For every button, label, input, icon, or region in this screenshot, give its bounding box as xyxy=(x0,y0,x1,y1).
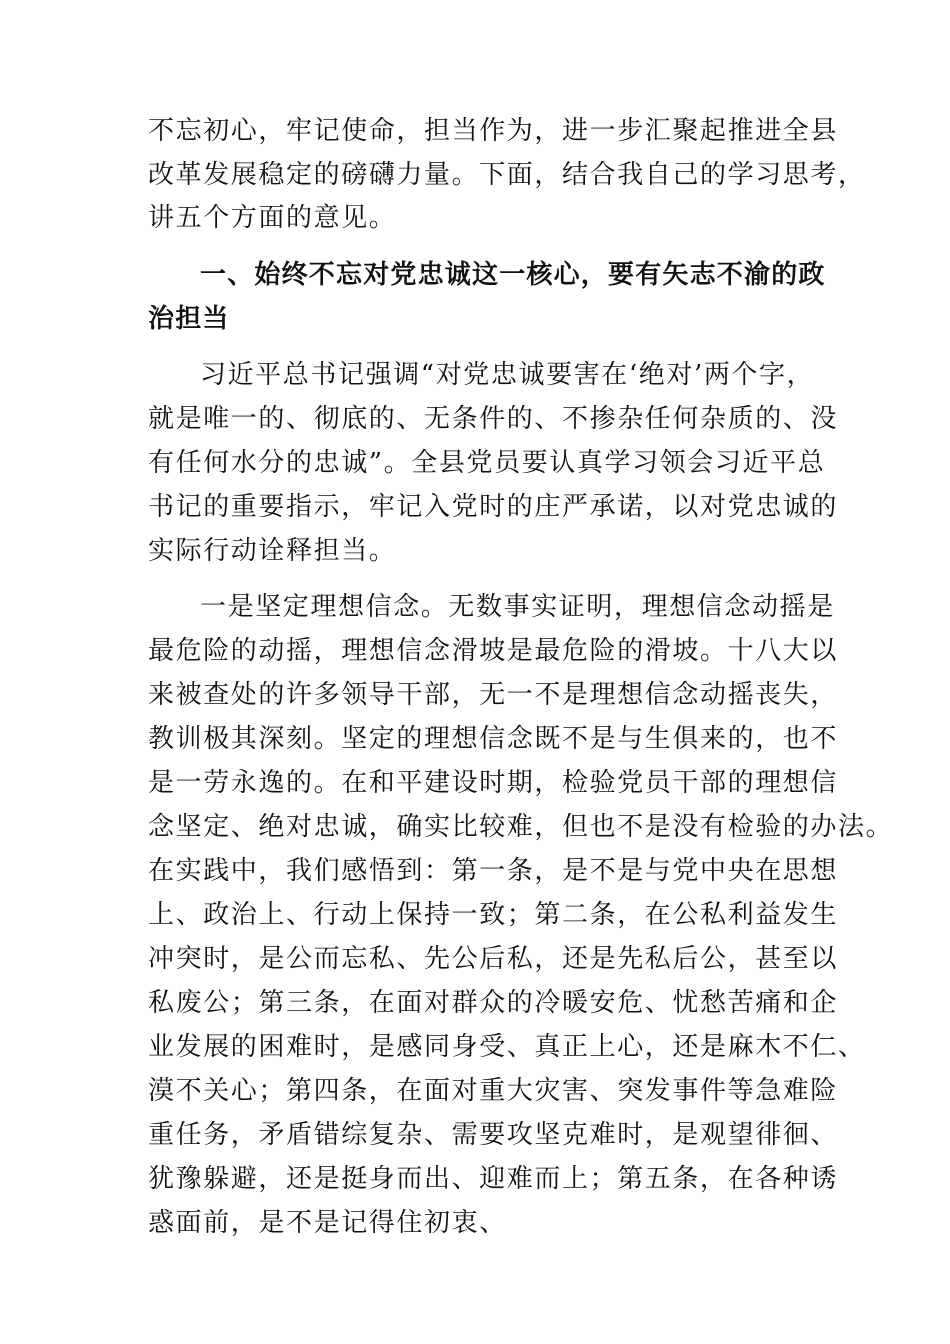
paragraph-line: 一是坚定理想信念。无数事实证明，理想信念动摇是 xyxy=(200,592,835,622)
paragraph-line: 书记的重要指示，牢记入党时的庄严承诺，以对党忠诚的 xyxy=(148,492,839,522)
paragraph-line: 最危险的动摇，理想信念滑坡是最危险的滑坡。十八大以 xyxy=(148,636,839,666)
paragraph-line: 冲突时，是公而忘私、先公后私，还是先私后公，甚至以 xyxy=(148,944,839,974)
paragraph-line: 实际行动诠释担当。 xyxy=(148,536,397,566)
paragraph-line: 重任务，矛盾错综复杂、需要攻坚克难时，是观望徘徊、 xyxy=(148,1120,839,1150)
paragraph-line: 来被查处的许多领导干部，无一不是理想信念动摇丧失， xyxy=(148,680,839,710)
paragraph-line: 是一劳永逸的。在和平建设时期，检验党员干部的理想信 xyxy=(148,768,839,798)
paragraph-line: 业发展的困难时，是感同身受、真正上心，还是麻木不仁、 xyxy=(148,1032,866,1062)
paragraph-line: 私废公；第三条，在面对群众的冷暖安危、忧愁苦痛和企 xyxy=(148,988,839,1018)
paragraph-line: 犹豫躲避，还是挺身而出、迎难而上；第五条，在各种诱 xyxy=(148,1164,839,1194)
intro-line: 讲五个方面的意见。 xyxy=(148,203,397,233)
section-heading: 一、始终不忘对党忠诚这一核心，要有矢志不渝的政 xyxy=(200,260,826,290)
paragraph-line: 上、政治上、行动上保持一致；第二条，在公私利益发生 xyxy=(148,900,839,930)
paragraph-line: 念坚定、绝对忠诚，确实比较难，但也不是没有检验的办法。 xyxy=(148,812,894,842)
paragraph-line: 教训极其深刻。坚定的理想信念既不是与生俱来的，也不 xyxy=(148,724,839,754)
intro-line: 不忘初心，牢记使命，担当作为，进一步汇聚起推进全县 xyxy=(148,116,839,146)
section-heading: 治担当 xyxy=(148,304,230,334)
intro-line: 改革发展稳定的磅礴力量。下面，结合我自己的学习思考， xyxy=(148,160,866,190)
paragraph-line: 就是唯一的、彻底的、无条件的、不掺杂任何杂质的、没 xyxy=(148,404,839,434)
paragraph-line: 习近平总书记强调“对党忠诚要害在‘绝对’两个字， xyxy=(200,360,815,390)
paragraph-line: 漠不关心；第四条，在面对重大灾害、突发事件等急难险 xyxy=(148,1076,839,1106)
paragraph-line: 有任何水分的忠诚”。全县党员要认真学习领会习近平总 xyxy=(148,448,826,478)
paragraph-line: 惑面前，是不是记得住初衷、 xyxy=(148,1208,507,1238)
paragraph-line: 在实践中，我们感悟到：第一条，是不是与党中央在思想 xyxy=(148,856,839,886)
